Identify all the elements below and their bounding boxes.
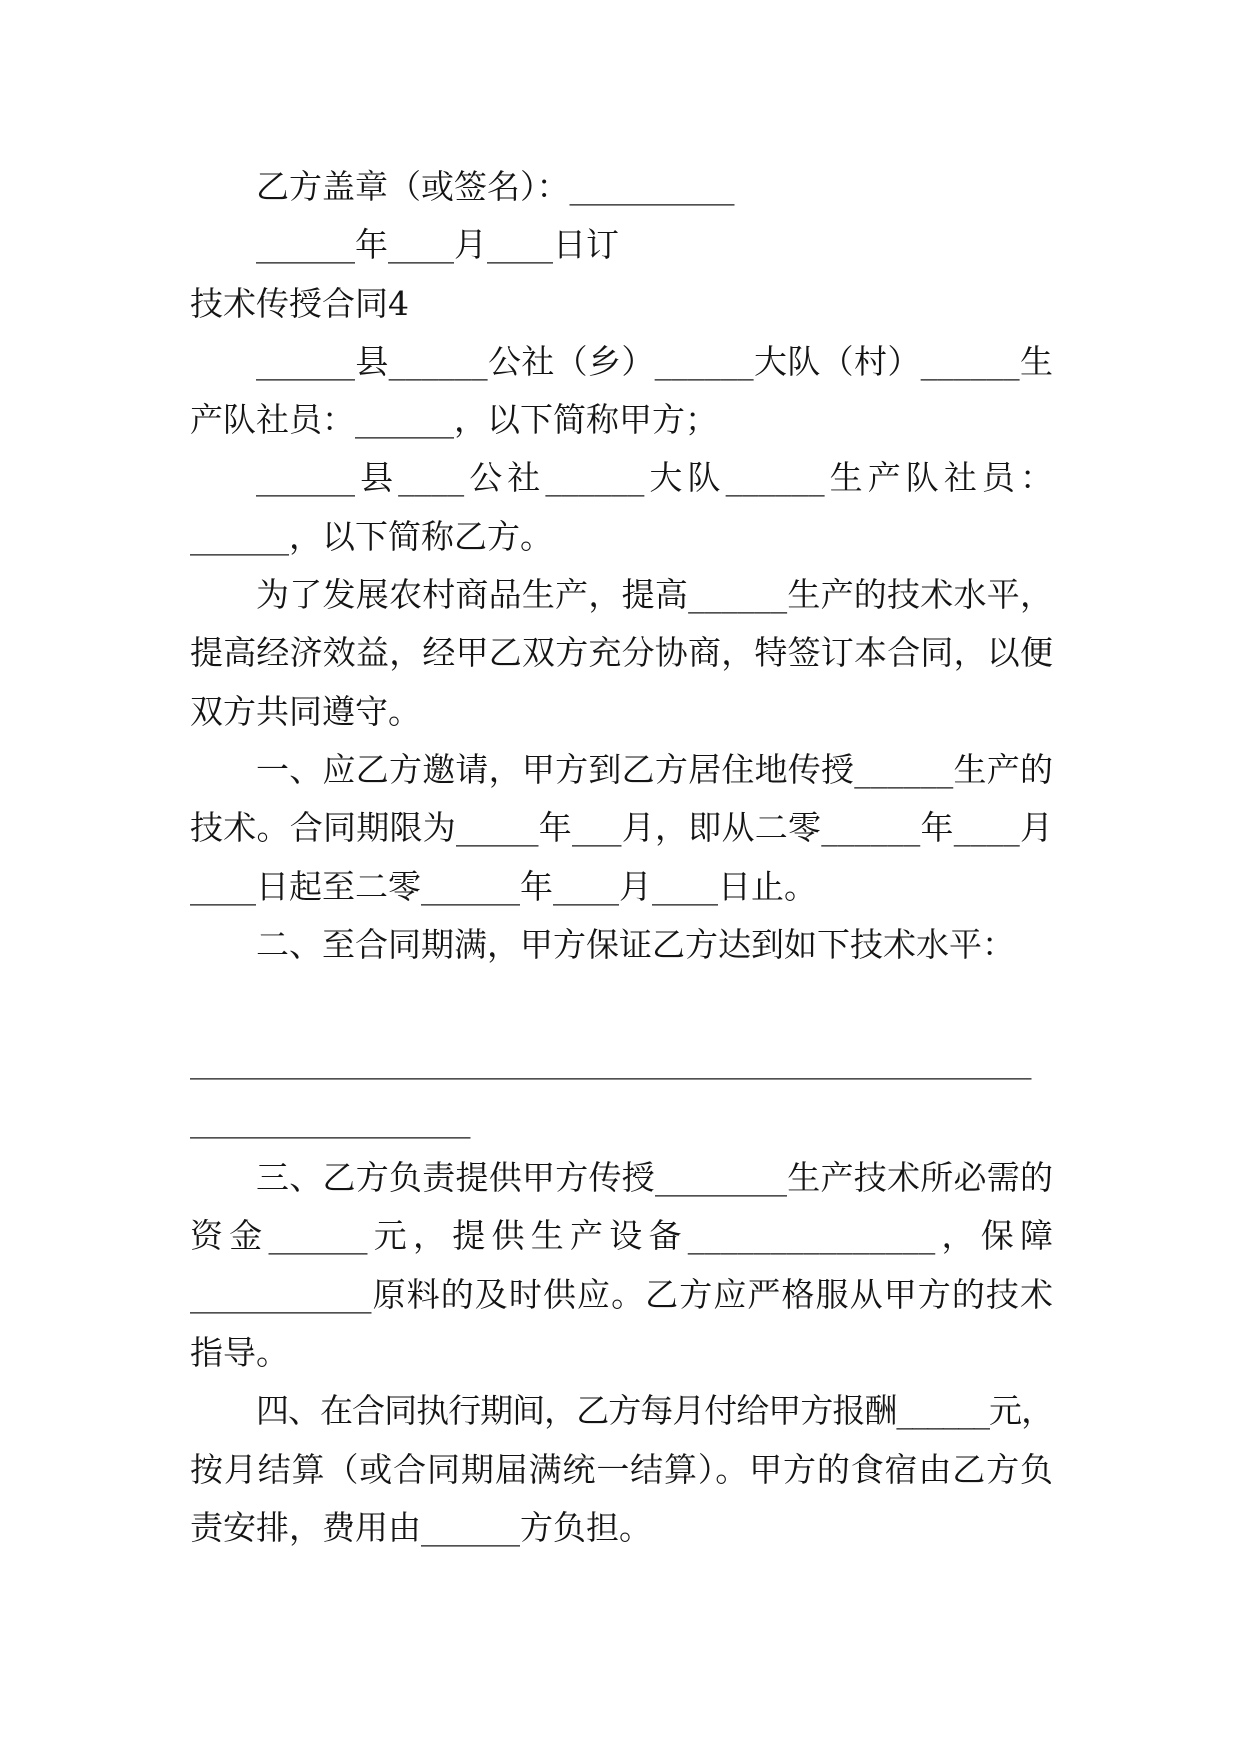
preamble-paragraph [190, 566, 1053, 741]
contract-title: 技术传授合同4 [190, 283, 409, 323]
signature-date-line: ______年____月____日订 [256, 225, 619, 265]
clause-2 [190, 916, 1053, 1149]
preamble-line: 提高经济效益，经甲乙双方充分协商，特签订本合同，以便 [190, 633, 1053, 673]
party-b-paragraph [190, 449, 1053, 566]
party-b-line: ______，以下简称乙方。 [190, 516, 553, 556]
clause-line: 三、乙方负责提供甲方传授________生产技术所必需的 [256, 1158, 1053, 1198]
fill-in-blank-line: _________________ [190, 1099, 471, 1139]
blank-spacer [190, 974, 1053, 1032]
signature-block [190, 158, 1053, 275]
clause-line: 二、至合同期满，甲方保证乙方达到如下技术水平： [256, 924, 1015, 964]
clause-line: ___________原料的及时供应。乙方应严格服从甲方的技术 [190, 1274, 1053, 1314]
party-a-paragraph [190, 333, 1053, 450]
clause-4 [190, 1382, 1053, 1557]
preamble-line: 双方共同遵守。 [190, 691, 421, 731]
signature-seal-line: 乙方盖章（或签名）：__________ [256, 167, 735, 206]
clause-1 [190, 741, 1053, 916]
party-a-line: 产队社员：______，以下简称甲方； [190, 400, 718, 440]
clause-line: 资金______元，提供生产设备_______________，保障 [190, 1216, 1053, 1256]
preamble-line: 为了发展农村商品生产，提高______生产的技术水平， [256, 575, 1053, 615]
clause-line: 一、应乙方邀请，甲方到乙方居住地传授______生产的 [256, 749, 1053, 789]
clause-line: 技术。合同期限为_____年___月，即从二零______年____月 [190, 808, 1053, 848]
document-body [190, 158, 1053, 1557]
party-b-line: ______县____公社______大队______生产队社员： [256, 458, 1053, 498]
clause-line: 指导。 [190, 1332, 289, 1372]
party-a-line: ______县______公社（乡）______大队（村）______生 [256, 341, 1053, 381]
clause-line: 四、在合同执行期间，乙方每月付给甲方报酬______元， [256, 1391, 1053, 1431]
clause-line: 按月结算（或合同期届满统一结算）。甲方的食宿由乙方负 [190, 1449, 1053, 1489]
fill-in-blank-line: ___________________________________________________ [190, 1041, 1032, 1081]
clause-3 [190, 1149, 1053, 1382]
clause-line: 责安排，费用由______方负担。 [190, 1507, 652, 1547]
clause-line: ____日起至二零______年____月____日止。 [190, 866, 817, 906]
